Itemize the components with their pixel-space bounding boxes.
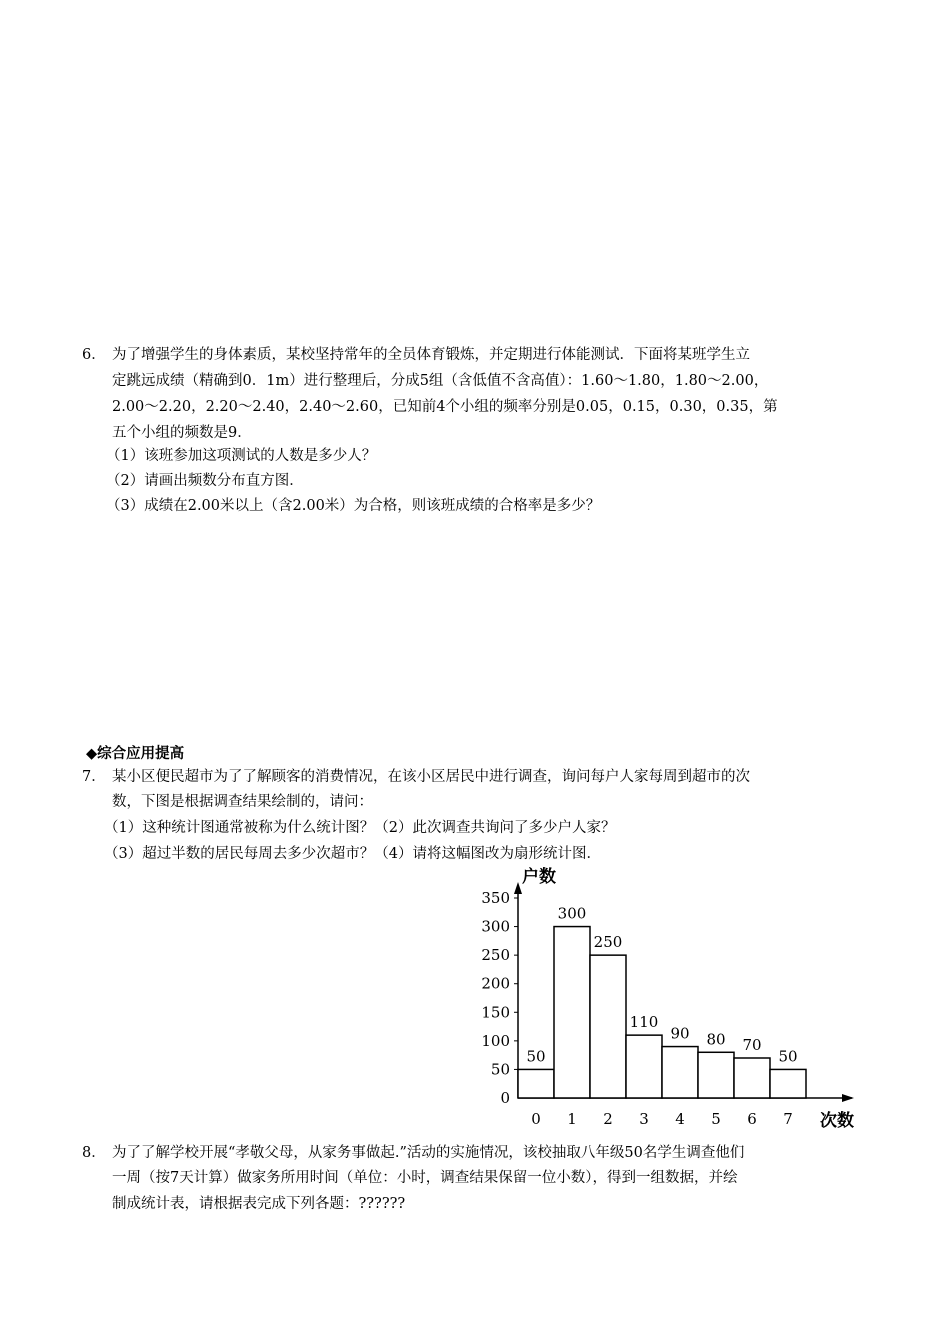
question-7-sub-2: （3）超过半数的居民每周去多少次超市？（4）请将这幅图改为扇形统计图． xyxy=(104,846,601,862)
histogram-chart xyxy=(470,862,870,1134)
y-tick-label: 300 xyxy=(481,917,510,936)
histogram-bar xyxy=(698,1052,734,1098)
question-7-number: 7． xyxy=(82,769,106,785)
y-tick-label: 150 xyxy=(481,1003,510,1022)
bar-value-label: 50 xyxy=(526,1047,546,1066)
chart-bars xyxy=(518,927,806,1098)
question-8-line-3: 制成统计表，请根据表完成下列各题：?????? xyxy=(112,1196,406,1212)
section-heading: ◆综合应用提高 xyxy=(86,746,185,762)
bar-value-label: 50 xyxy=(778,1047,798,1066)
question-7-line-1: 某小区便民超市为了了解顾客的消费情况，在该小区居民中进行调查，询问每户人家每周到超市的次 xyxy=(112,769,750,785)
y-tick-label: 50 xyxy=(490,1060,510,1079)
question-6-sub-3: （3）成绩在2.00米以上（含2.00米）为合格，则该班成绩的合格率是多少？ xyxy=(106,498,601,514)
y-tick-label: 200 xyxy=(481,974,510,993)
question-6-number: 6． xyxy=(82,347,106,363)
question-7-sub-1: （1）这种统计图通常被称为什么统计图？（2）此次调查共询问了多少户人家？ xyxy=(104,820,616,836)
x-tick-label: 6 xyxy=(747,1110,757,1128)
y-axis-label: 户数 xyxy=(522,867,556,887)
histogram-bar xyxy=(518,1069,554,1098)
bar-value-label: 70 xyxy=(742,1036,762,1054)
bar-value-label: 110 xyxy=(629,1013,659,1032)
x-tick-label: 7 xyxy=(783,1110,793,1128)
question-8-line-2: 一周（按7天计算）做家务所用时间（单位：小时，调查结果保留一位小数），得到一组数据，并绘 xyxy=(112,1170,738,1186)
x-tick-label: 3 xyxy=(639,1110,649,1128)
histogram-bar xyxy=(554,927,590,1098)
y-tick-label: 100 xyxy=(481,1031,510,1050)
y-tick-label: 250 xyxy=(481,946,510,965)
bar-value-label: 250 xyxy=(593,933,623,952)
y-tick-label: 350 xyxy=(481,889,510,907)
question-6-sub-1: （1）该班参加这项测试的人数是多少人？ xyxy=(106,448,377,464)
bar-value-label: 300 xyxy=(557,904,587,923)
question-6-line-2: 定跳远成绩（精确到0．1m）进行整理后，分成5组（含低值不含高值）：1.60～1.80，1.80～2.00， xyxy=(112,373,769,389)
question-6-sub-2: （2）请画出频数分布直方图． xyxy=(106,473,304,489)
x-axis-arrow xyxy=(842,1094,854,1102)
x-tick-label: 4 xyxy=(675,1110,685,1128)
x-axis-label: 次数 xyxy=(820,1111,854,1131)
x-tick-label: 5 xyxy=(711,1110,721,1128)
bar-value-label: 90 xyxy=(670,1024,690,1043)
question-6-line-4: 五个小组的频数是9． xyxy=(112,425,252,441)
histogram-bar xyxy=(662,1047,698,1098)
y-axis-arrow xyxy=(514,882,522,894)
bar-value-label: 80 xyxy=(706,1030,726,1049)
question-7-line-2: 数，下图是根据调查结果绘制的，请问： xyxy=(112,794,373,810)
question-6-line-1: 为了增强学生的身体素质，某校坚持常年的全员体育锻炼，并定期进行体能测试．下面将某班学生立 xyxy=(112,347,750,363)
x-tick-label: 1 xyxy=(567,1110,577,1128)
y-tick-label: 0 xyxy=(500,1089,510,1107)
x-tick-label: 2 xyxy=(603,1110,613,1128)
question-8-number: 8． xyxy=(82,1145,106,1161)
histogram-bar xyxy=(770,1069,806,1098)
histogram-bar xyxy=(734,1058,770,1098)
question-6-line-3: 2.00～2.20，2.20～2.40，2.40～2.60，已知前4个小组的频率分别是0.05，0.15，0.30，0.35，第 xyxy=(112,399,778,415)
histogram-bar xyxy=(626,1035,662,1098)
histogram-bar xyxy=(590,955,626,1098)
question-8-line-1: 为了了解学校开展“孝敬父母，从家务事做起.”活动的实施情况，该校抽取八年级50名学生调查他们 xyxy=(112,1145,745,1161)
x-tick-label: 0 xyxy=(531,1110,541,1128)
